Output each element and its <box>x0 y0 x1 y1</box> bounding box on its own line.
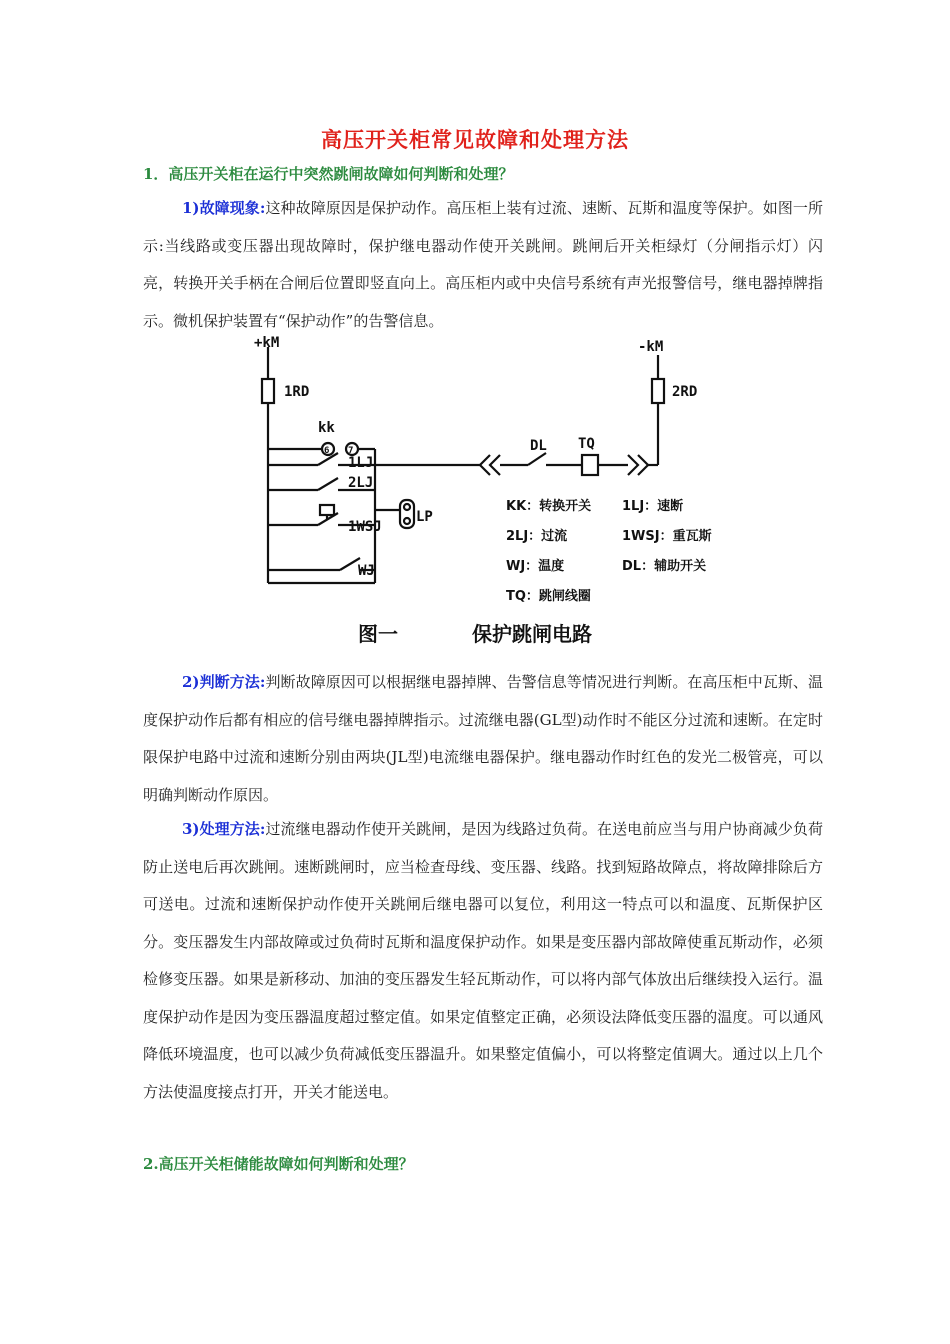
label-handling-method: 3)处理方法: <box>182 820 266 838</box>
label-contact-7: 7 <box>348 446 354 456</box>
document-title: 高压开关柜常见故障和处理方法 <box>321 127 629 152</box>
legend-2lj: 2LJ：过流 <box>506 529 568 544</box>
figure-caption-text: 保护跳闸电路 <box>472 622 592 646</box>
label-2rd: 2RD <box>672 384 698 400</box>
legend-tq: TQ：跳闸线圈 <box>506 589 591 604</box>
text-handling-method: 过流继电器动作使开关跳闸，是因为线路过负荷。在送电前应当与用户协商减少负荷防止送电后再次跳闸。速断跳闸时，应当检查母线、变压器、线路。找到短路故障点，将故障排除后方可送电。过流和速断保护动作使开关跳闸后继电器可以复位，利用这一特点可以和温度、瓦斯保护区分。变压器发生内部故障或过负荷时瓦斯和温度保护动作。如果是变压器内部故障使重瓦斯动作，必须检修变压器。如果是新移动、加油的变压器发生轻瓦斯动作，可以将内部气体放出后继续投入运行。温度保护动作是因为变压器温度超过整定值。如果定值整定正确，必须设法降低变压器的温度。可以通风降低环境温度，也可以减少负荷减低变压器温升。如果整定值偏小，可以将整定值调大。通过以上几个方法使温度接点打开，开关才能送电。 <box>143 820 823 1101</box>
label-kk: kk <box>318 420 335 436</box>
text-judgment-method: 判断故障原因可以根据继电器掉牌、告警信息等情况进行判断。在高压柜中瓦斯、温度保护动作后都有相应的信号继电器掉牌指示。过流继电器(GL型)动作时不能区分过流和速断。在定时限保护电路中过流和速断分别由两块(JL型)电流继电器保护。继电器动作时红色的发光二极管亮，可以明确判断动作原因。 <box>143 673 823 804</box>
section-heading-1: 1．高压开关柜在运行中突然跳闸故障如何判断和处理？ <box>143 165 514 183</box>
label-fault-symptom: 1)故障现象: <box>182 199 266 217</box>
label-1rd: 1RD <box>284 384 310 400</box>
label-judgment-method: 2)判断方法: <box>182 673 266 691</box>
legend-kk: KK：转换开关 <box>506 499 592 514</box>
label-plus-km: +kM <box>254 335 280 351</box>
label-contact-6: 6 <box>324 446 330 456</box>
label-2lj: 2LJ <box>348 475 374 491</box>
legend-wj: WJ：温度 <box>506 559 565 574</box>
paragraph-handling-method <box>143 811 823 1111</box>
label-1lj: 1LJ <box>348 455 374 471</box>
label-lp: LP <box>416 509 433 525</box>
paragraph-judgment-method <box>143 664 823 814</box>
legend-dl: DL：辅助开关 <box>622 559 707 574</box>
label-1wsj: 1WSJ <box>348 519 382 535</box>
figure-caption-number: 图一 <box>358 622 398 646</box>
paragraph-fault-symptom <box>143 190 823 340</box>
label-tq: TQ <box>578 436 595 452</box>
legend-1wsj: 1WSJ：重瓦斯 <box>622 529 712 544</box>
legend-1lj: 1LJ：速断 <box>622 499 684 514</box>
label-wj: WJ <box>358 563 375 579</box>
text-fault-symptom: 这种故障原因是保护动作。高压柜上装有过流、速断、瓦斯和温度等保护。如图一所示:当线路或变压器出现故障时，保护继电器动作使开关跳闸。跳闸后开关柜绿灯（分闸指示灯）闪亮，转换开关手柄在合闸后位置即竖直向上。高压柜内或中央信号系统有声光报警信号，继电器掉牌指示。微机保护装置有“保护动作”的告警信息。 <box>143 199 823 330</box>
label-dl: DL <box>530 438 547 454</box>
label-minus-km: -kM <box>638 339 664 355</box>
section-heading-2: 2.高压开关柜储能故障如何判断和处理？ <box>143 1155 414 1173</box>
protection-trip-circuit-diagram <box>240 335 760 655</box>
